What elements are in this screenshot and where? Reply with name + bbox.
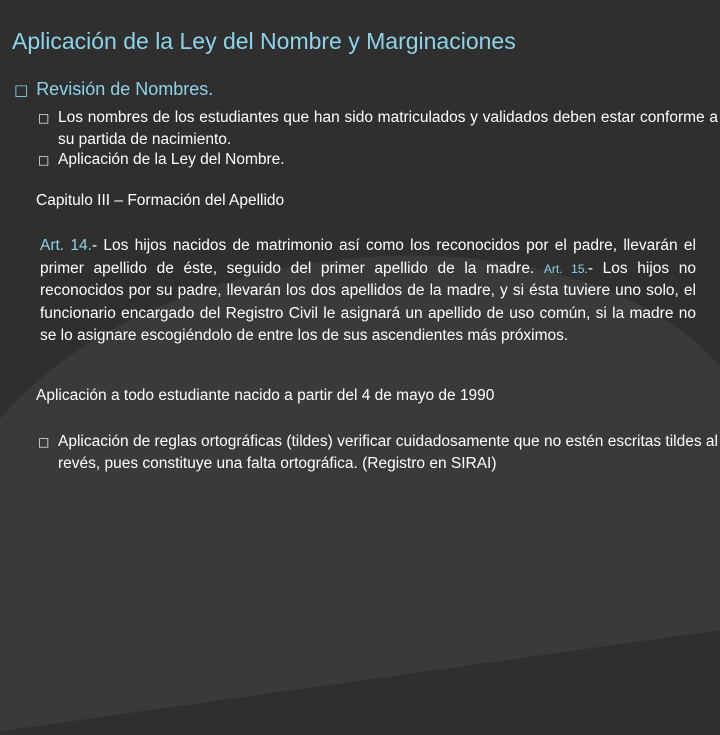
- article-label: Art. 15.: [543, 261, 588, 276]
- bullet-text: Aplicación de la Ley del Nombre.: [58, 151, 285, 168]
- section-heading-text: Revisión de Nombres.: [36, 79, 214, 99]
- bullet-item: [38, 149, 718, 171]
- article-text: - Los hijos no reconocidos por su padre, llevarán los dos apellidos de la madre, y si ésta tuviere uno solo, el funcionario encargado del Registro Civil le asignará un apellido de uso común, si la madre no se lo asignare escogiéndolo de entre los de sus ascendientes más próximos.: [40, 259, 696, 344]
- slide-title: Aplicación de la Ley del Nombre y Marginaciones: [12, 28, 516, 54]
- article-label: Art. 14.: [40, 237, 92, 254]
- bullet-text: Aplicación de reglas ortográficas (tildes) verificar cuidadosamente que no estén escritas tildes al revés, pues constituye una falta ortográfica. (Registro en SIRAI): [58, 433, 718, 472]
- bullet-box-icon: □: [38, 111, 50, 125]
- bullet-text: Los nombres de los estudiantes que han sido matriculados y validados deben estar conforme a su partida de nacimiento.: [58, 109, 718, 148]
- bullet-box-icon: □: [38, 435, 50, 449]
- bullet-item: [38, 431, 718, 474]
- section-heading: [14, 79, 213, 100]
- article-text: - Los hijos nacidos de matrimonio así como los reconocidos por el padre, llevarán el primer apellido de éste, seguido del primer apellido de la madre.: [40, 237, 696, 277]
- articles-block: [40, 235, 696, 348]
- chapter-heading: Capitulo III – Formación del Apellido: [36, 192, 285, 209]
- bullet-box-icon: □: [14, 81, 29, 99]
- bullet-item: [38, 107, 718, 150]
- bullet-box-icon: □: [38, 153, 50, 167]
- application-note: Aplicación a todo estudiante nacido a partir del 4 de mayo de 1990: [36, 387, 495, 404]
